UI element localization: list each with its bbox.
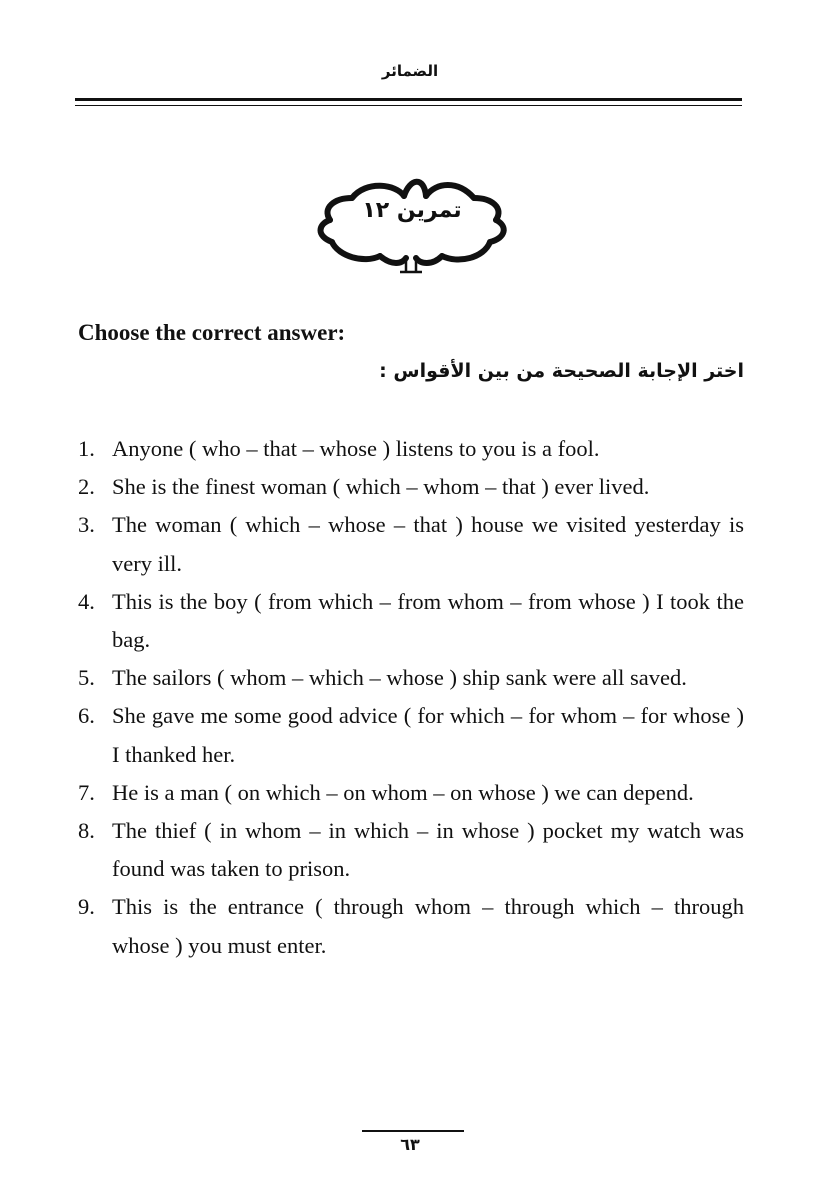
question-number: 1.	[78, 436, 95, 461]
footer-rule	[362, 1130, 464, 1132]
question-number: 5.	[78, 665, 95, 691]
question-number: 4.	[78, 588, 95, 614]
running-head-title: الضمائر	[381, 62, 439, 80]
question-text: The sailors ( whom – which – whose ) ship sank were all saved.	[112, 665, 687, 691]
question-number: 7.	[78, 779, 95, 805]
question-item	[78, 583, 744, 659]
question-item	[78, 888, 744, 964]
question-text: The thief ( in whom – in which – in whose ) pocket my watch was found was taken to prison.	[112, 818, 744, 882]
question-item	[78, 468, 744, 506]
question-item	[78, 774, 744, 812]
question-text: She is the finest woman ( which – whom – that ) ever lived.	[112, 474, 650, 500]
question-item	[78, 506, 744, 582]
question-text: The woman ( which – whose – that ) house we visited yesterday is very ill.	[112, 512, 744, 576]
question-text: She gave me some good advice ( for which – for whom – for whose ) I thanked her.	[112, 703, 744, 767]
instruction-english: Choose the correct answer:	[78, 320, 346, 345]
instruction-arabic: اختر الإجابة الصحيحة من بين الأقواس :	[379, 360, 744, 382]
page-number: ٦٣	[400, 1135, 420, 1154]
question-item	[78, 697, 744, 773]
question-number: 8.	[78, 818, 95, 844]
header-rule-thick	[75, 98, 742, 101]
question-number: 3.	[78, 512, 95, 538]
question-number: 9.	[78, 894, 95, 920]
question-item	[78, 430, 744, 468]
question-text: Anyone ( who – that – whose ) listens to you is a fool.	[112, 436, 600, 461]
question-number: 6.	[78, 703, 95, 729]
question-list	[78, 430, 744, 965]
exercise-title: تمرين ١٢	[362, 198, 462, 223]
question-text: This is the entrance ( through whom – through which – through whose ) you must enter.	[112, 894, 744, 958]
question-item	[78, 659, 744, 697]
question-text: This is the boy ( from which – from whom – from whose ) I took the bag.	[112, 588, 744, 653]
question-text: He is a man ( on which – on whom – on whose ) we can depend.	[112, 779, 694, 805]
exercise-badge	[308, 160, 516, 282]
question-item	[78, 812, 744, 888]
header-rule-thin	[75, 105, 742, 106]
question-number: 2.	[78, 474, 95, 500]
